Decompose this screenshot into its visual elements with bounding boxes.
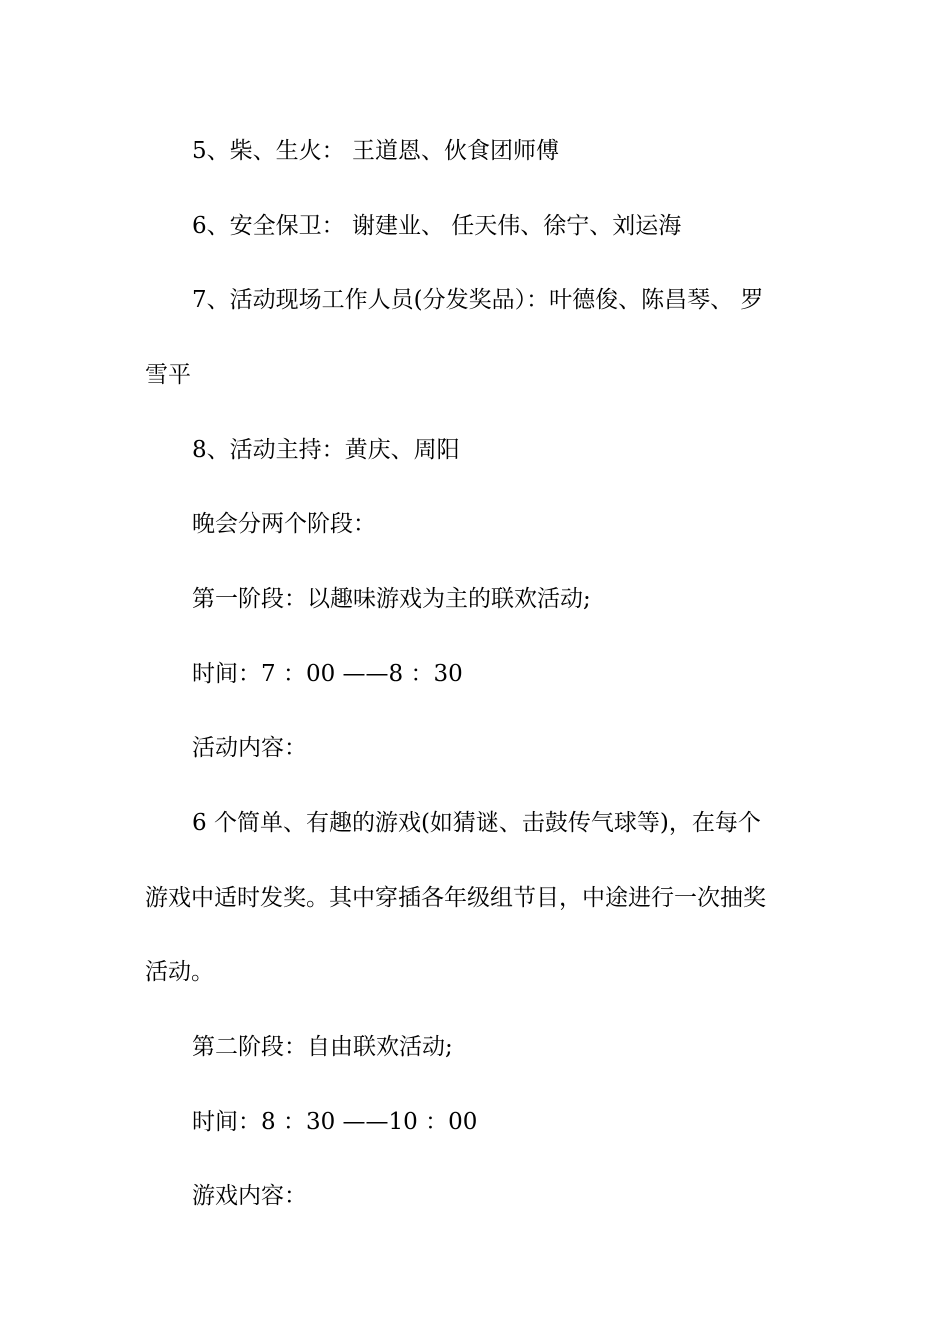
paragraph-line: 游戏中适时发奖。其中穿插各年级组节目，中途进行一次抽奖 xyxy=(145,885,766,911)
paragraph-line: 5、柴、生火： 王道恩、伙食团师傅 xyxy=(192,138,559,164)
paragraph-line: 游戏内容： xyxy=(192,1183,307,1209)
paragraph-line: 活动。 xyxy=(145,959,214,985)
paragraph-line: 时间：8 ：30 ——10 ：00 xyxy=(192,1109,478,1135)
paragraph-line: 晚会分两个阶段： xyxy=(192,511,376,537)
paragraph-line: 雪平 xyxy=(145,362,191,388)
paragraph-line: 时间：7 ：00 ——8 ：30 xyxy=(192,661,463,687)
paragraph-line: 6、安全保卫： 谢建业、 任天伟、徐宁、刘运海 xyxy=(192,213,682,239)
paragraph-line: 第二阶段：自由联欢活动; xyxy=(192,1034,453,1060)
paragraph-line: 活动内容： xyxy=(192,735,307,761)
paragraph-line: 8、活动主持：黄庆、周阳 xyxy=(192,437,460,463)
paragraph-line: 6 个简单、有趣的游戏(如猜谜、击鼓传气球等)，在每个 xyxy=(192,810,761,836)
paragraph-line: 7、活动现场工作人员(分发奖品）：叶德俊、陈昌琴、 罗 xyxy=(192,287,764,313)
paragraph-line: 第一阶段：以趣味游戏为主的联欢活动; xyxy=(192,586,591,612)
